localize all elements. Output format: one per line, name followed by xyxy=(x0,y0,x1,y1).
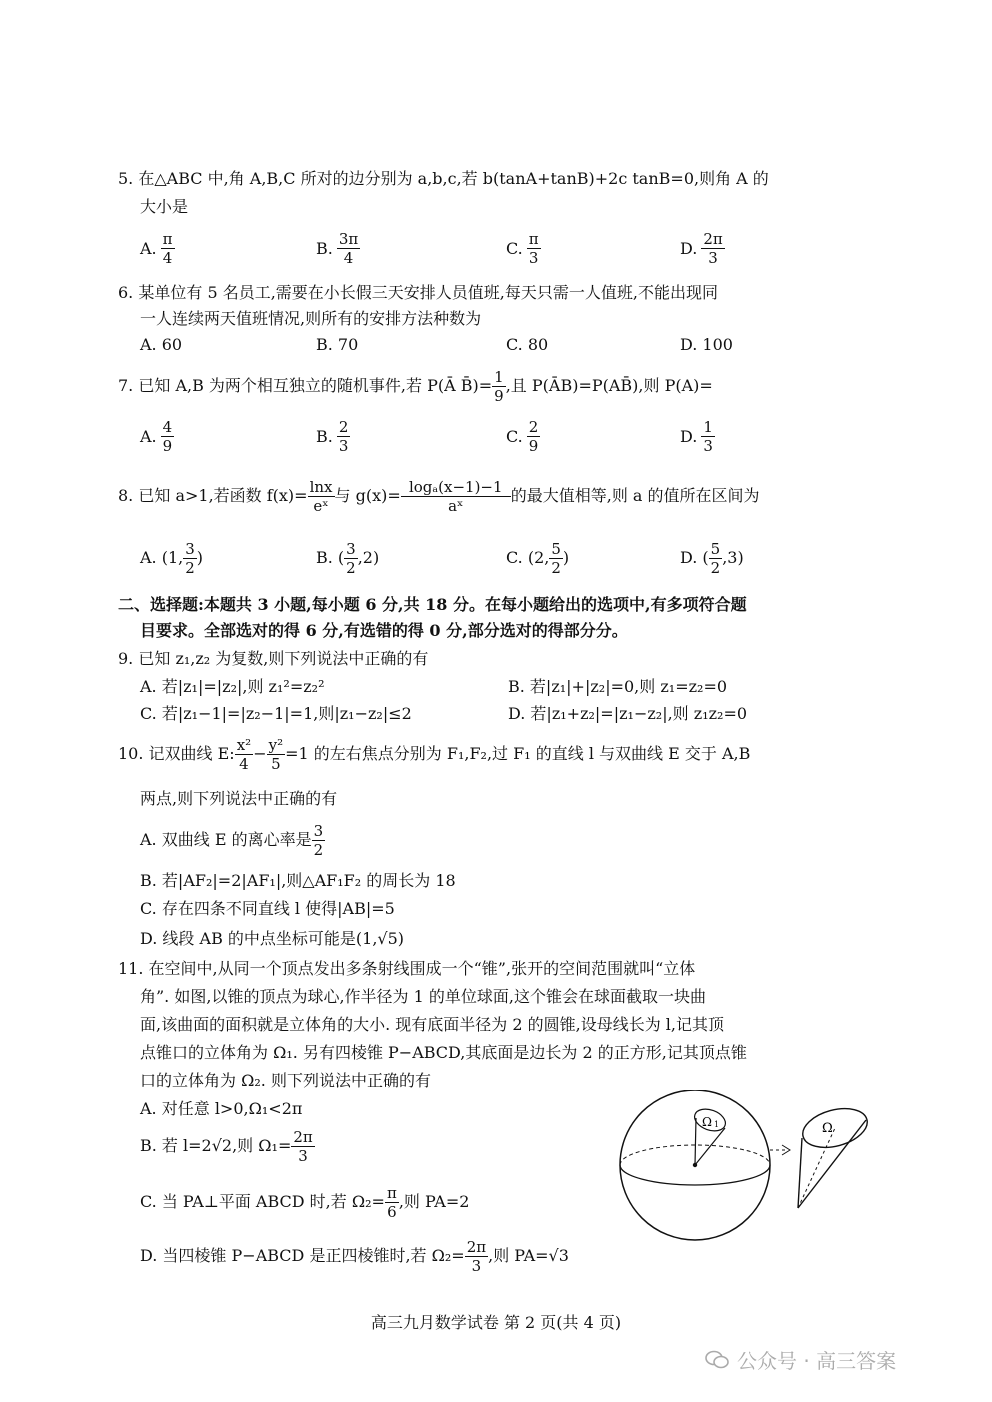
q11-stem-line2: 角”. 如图,以锥的顶点为球心,作半径为 1 的单位球面,这个锥会在球面截取一块曲 xyxy=(140,987,706,1006)
detached-cone-edge-left xyxy=(798,1138,802,1208)
cone-edge-left xyxy=(695,1118,696,1165)
q7-option-c: C. $\frac{2}{9}$ xyxy=(506,418,539,455)
q11-stem-line3: 面,该曲面的面积就是立体角的大小. 现有底面半径为 2 的圆锥,设母线长为 l,记其顶 xyxy=(140,1015,724,1034)
omega-label-right: Ω xyxy=(822,1121,833,1136)
q5-stem-line2: 大小是 xyxy=(140,197,189,216)
q8-option-b: B. ( $\frac{3}{2}$ ,2) xyxy=(316,540,380,577)
q5-stem-line1: 5. 在△ABC 中,角 A,B,C 所对的边分别为 a,b,c,若 b(tanA+tanB)+2c tanB=0,则角 A 的 xyxy=(118,169,769,188)
q7-option-b: B. $\frac{2}{3}$ xyxy=(316,418,349,455)
q9-stem: 9. 已知 z₁,z₂ 为复数,则下列说法中正确的有 xyxy=(118,649,429,668)
omega-label-left: Ω xyxy=(702,1115,712,1129)
q10-option-d: D. 线段 AB 的中点坐标可能是(1,√5) xyxy=(140,929,405,948)
q6-option-b: B. 70 xyxy=(316,335,359,354)
section2-heading-line1: 二、选择题:本题共 3 小题,每小题 6 分,共 18 分。在每小题给出的选项中,有多项符合题 xyxy=(118,595,747,614)
wechat-icon xyxy=(705,1350,729,1375)
watermark xyxy=(705,1345,896,1375)
q10-option-b: B. 若|AF₂|=2|AF₁|,则△AF₁F₂ 的周长为 18 xyxy=(140,871,456,890)
q5-option-a: A. $\frac{\pi}{4}$ xyxy=(140,230,173,267)
page-footer: 高三九月数学试卷 第 2 页(共 4 页) xyxy=(370,1313,622,1332)
q8-option-d: D. ( $\frac{5}{2}$ ,3) xyxy=(680,540,744,577)
q5-option-b: B. $\frac{3\pi}{4}$ xyxy=(316,230,359,267)
q6-stem-line2: 一人连续两天值班情况,则所有的安排方法种数为 xyxy=(140,309,482,328)
q9-option-b: B. 若|z₁|+|z₂|=0,则 z₁=z₂=0 xyxy=(508,677,728,696)
sphere-equator-front xyxy=(620,1165,770,1185)
q11-option-b: B. 若 l=2√2,则 Ω₁= $\frac{2\pi}{3}$ xyxy=(140,1128,313,1165)
q9-option-c: C. 若|z₁−1|=|z₂−1|=1,则|z₁−z₂|≤2 xyxy=(140,704,412,723)
q6-stem-line1: 6. 某单位有 5 名员工,需要在小长假三天安排人员值班,每天只需一人值班,不能出现同 xyxy=(118,283,718,302)
q8-stem: 8. 已知 a>1,若函数 f(x)= $\frac{\ln x}{\text{eˣ}}$ 与 g(x)= $\frac{\text{logₐ(x−1)−1}}{\text{aˣ}}$ 的最大值相等,则 a 的值所在区间为 xyxy=(118,478,760,515)
q10-option-a: A. 双曲线 E 的离心率是 $\frac{3}{2}$ xyxy=(140,822,324,859)
q11-option-c: C. 当 PA⊥平面 ABCD 时,若 Ω₂= $\frac{\pi}{6}$ ,则 PA=2 xyxy=(140,1184,470,1221)
q11-stem-line1: 11. 在空间中,从同一个顶点发出多条射线围成一个“锥”,张开的空间范围就叫“立体 xyxy=(118,959,696,978)
q11-stem-line4: 点锥口的立体角为 Ω₁. 另有四棱锥 P−ABCD,其底面是边长为 2 的正方形,记其顶点锥 xyxy=(140,1043,747,1062)
q11-stem-line5: 口的立体角为 Ω₂. 则下列说法中正确的有 xyxy=(140,1071,431,1090)
q9-option-d: D. 若|z₁+z₂|=|z₁−z₂|,则 z₁z₂=0 xyxy=(508,704,748,723)
q10-option-c: C. 存在四条不同直线 l 使得|AB|=5 xyxy=(140,899,395,918)
solid-angle-figure xyxy=(610,1090,880,1264)
watermark-text: 公众号 · 高三答案 xyxy=(737,1349,897,1373)
q6-option-a: A. 60 xyxy=(140,335,183,354)
q5-option-d: D. $\frac{2\pi}{3}$ xyxy=(680,230,723,267)
q10-stem-line2: 两点,则下列说法中正确的有 xyxy=(140,789,338,808)
section2-heading-line2: 目要求。全部选对的得 6 分,有选错的得 0 分,部分选对的得部分分。 xyxy=(140,621,628,640)
omega-subscript-left: 1 xyxy=(714,1120,720,1129)
q11-option-d: D. 当四棱锥 P−ABCD 是正四棱锥时,若 Ω₂= $\frac{2\pi}{3}$ ,则 PA=√3 xyxy=(140,1238,569,1275)
q10-stem: 10. 记双曲线 E: $\frac{\text{x²}}{4}$ − $\frac{\text{y²}}{5}$ =1 的左右焦点分别为 F₁,F₂,过 F₁ 的直线 l 与双曲线 E 交于 A,B xyxy=(118,736,751,773)
q7-option-d: D. $\frac{1}{3}$ xyxy=(680,418,713,455)
q8-option-c: C. (2, $\frac{5}{2}$ ) xyxy=(506,540,570,577)
solid-angle-diagram xyxy=(610,1090,880,1260)
q6-option-c: C. 80 xyxy=(506,335,549,354)
q9-option-a: A. 若|z₁|=|z₂|,则 z₁²=z₂² xyxy=(140,677,325,696)
q7-option-a: A. $\frac{4}{9}$ xyxy=(140,418,173,455)
q5-option-c: C. $\frac{\pi}{3}$ xyxy=(506,230,539,267)
q7-stem: 7. 已知 A,B 为两个相互独立的随机事件,若 P(Ā B̄)= $\frac{1}{9}$ ,且 P(ĀB)=P(AB̄),则 P(A)= xyxy=(118,368,713,405)
q11-option-a: A. 对任意 l>0,Ω₁<2π xyxy=(140,1099,303,1118)
q6-option-d: D. 100 xyxy=(680,335,733,354)
q8-option-a: A. (1, $\frac{3}{2}$ ) xyxy=(140,540,204,577)
